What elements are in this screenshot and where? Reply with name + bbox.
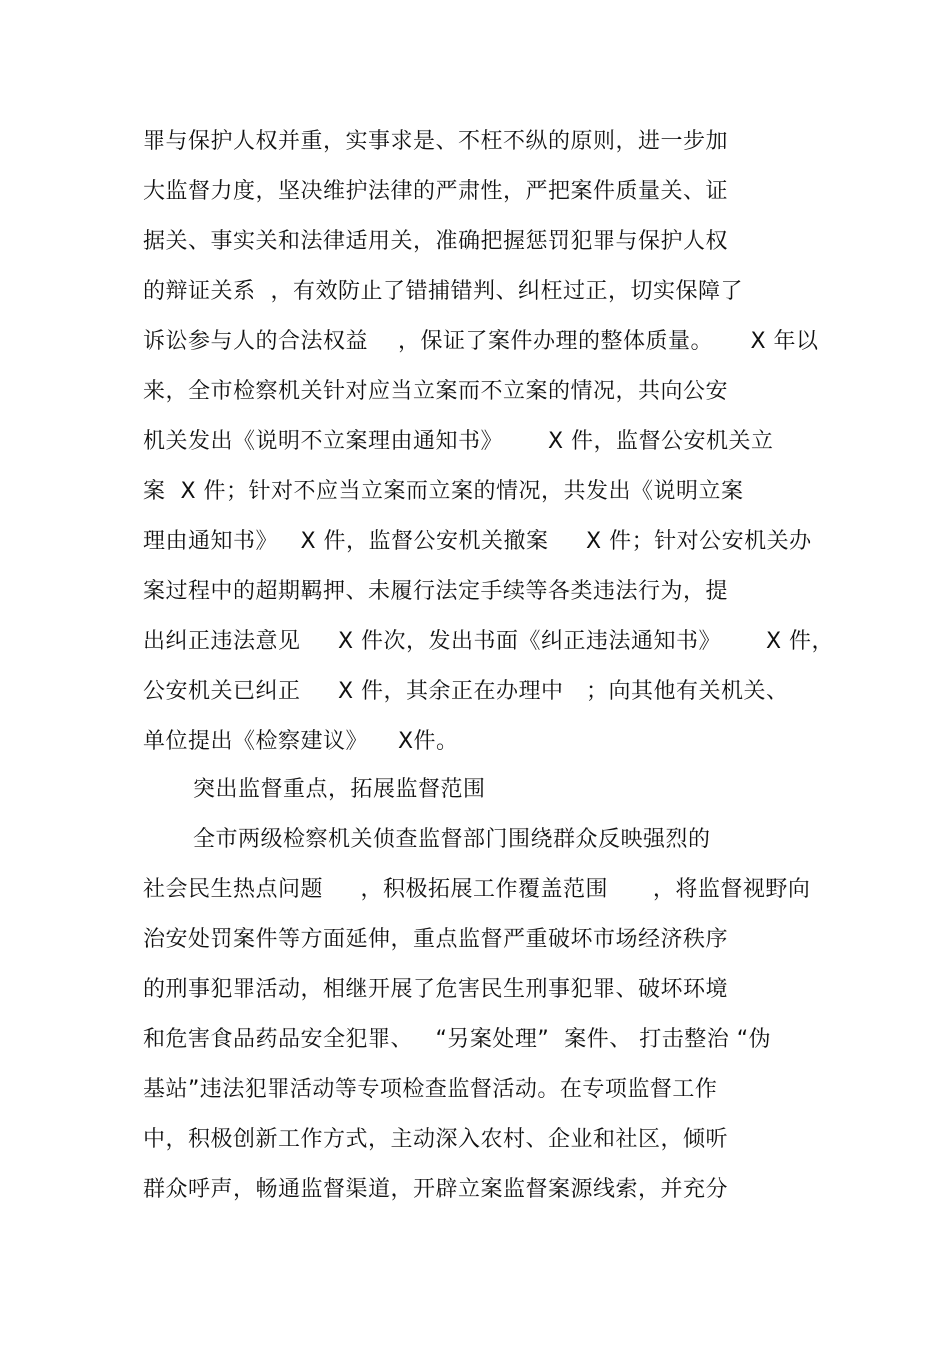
text-line: 的刑事犯罪活动，相继开展了危害民生刑事犯罪、破坏环境	[143, 977, 729, 1002]
text-line: 公安机关已纠正 X 件，其余正在办理中 ；向其他有关机关、	[143, 679, 789, 704]
text-line: 罪与保护人权并重，实事求是、不枉不纵的原则，进一步加	[143, 129, 729, 154]
text-line: 中，积极创新工作方式，主动深入农村、企业和社区，倾听	[143, 1127, 729, 1152]
text-line: 大监督力度，坚决维护法律的严肃性，严把案件质量关、证	[143, 179, 729, 204]
text-line: 全市两级检察机关侦查监督部门围绕群众反映强烈的	[193, 827, 711, 852]
text-line: 诉讼参与人的合法权益 ，保证了案件办理的整体质量。 X 年以	[143, 329, 819, 354]
text-line: 治安处罚案件等方面延伸，重点监督严重破坏市场经济秩序	[143, 927, 729, 952]
text-line: 社会民生热点问题 ，积极拓展工作覆盖范围 ，将监督视野向	[143, 877, 811, 902]
text-line: 群众呼声，畅通监督渠道，开辟立案监督案源线索，并充分	[143, 1177, 729, 1202]
text-line: 理由通知书》 X 件，监督公安机关撤案 X 件；针对公安机关办	[143, 529, 812, 554]
text-line: 案过程中的超期羁押、未履行法定手续等各类违法行为，提	[143, 579, 729, 604]
text-line: 单位提出《检察建议》 X件。	[143, 729, 459, 754]
text-line: 案 X 件；针对不应当立案而立案的情况，共发出《说明立案	[143, 479, 744, 504]
text-line: 据关、事实关和法律适用关，准确把握惩罚犯罪与保护人权	[143, 229, 729, 254]
text-line: 和危害食品药品安全犯罪、 “另案处理” 案件、 打击整治 “伪	[143, 1027, 772, 1052]
text-line: 基站”违法犯罪活动等专项检查监督活动。在专项监督工作	[143, 1077, 718, 1102]
section-heading: 突出监督重点，拓展监督范围	[193, 777, 486, 802]
text-line: 来，全市检察机关针对应当立案而不立案的情况，共向公安	[143, 379, 729, 404]
text-line: 的辩证关系 ，有效防止了错捕错判、纠枉过正，切实保障了	[143, 279, 743, 304]
text-line: 机关发出《说明不立案理由通知书》 X 件，监督公安机关立	[143, 429, 774, 454]
text-line: 出纠正违法意见 X 件次，发出书面《纠正违法通知书》 X 件，	[143, 629, 835, 654]
